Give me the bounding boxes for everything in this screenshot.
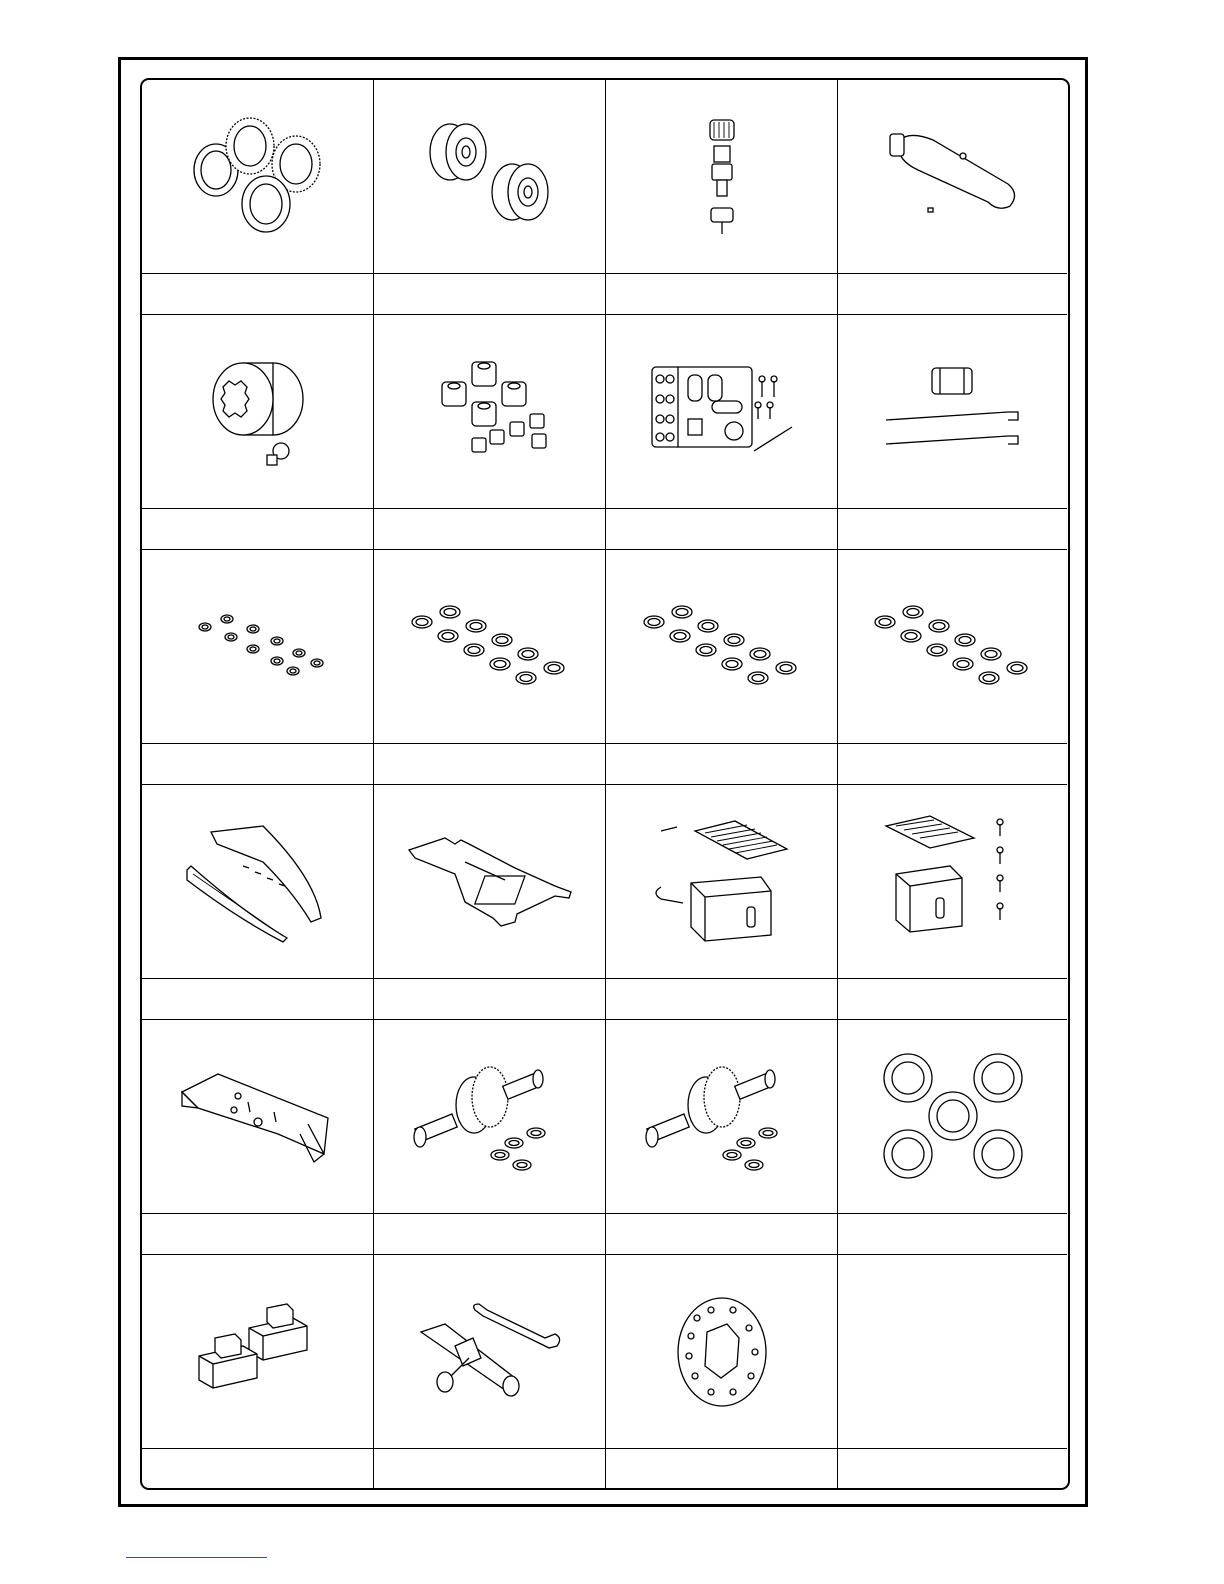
- side-guards-icon: [183, 822, 333, 942]
- part-label: [374, 508, 605, 549]
- part-cell-12: [838, 550, 1067, 785]
- part-cell-7: [606, 315, 838, 550]
- part-cell-3: [606, 80, 838, 315]
- differential-icon: [642, 1057, 802, 1177]
- part-label: [838, 508, 1067, 549]
- part-cell-2: [374, 80, 606, 315]
- part-cell-5: [142, 315, 374, 550]
- part-cell-24: [838, 1255, 1067, 1489]
- plastic-parts-tree-icon: [642, 357, 802, 467]
- part-label: [374, 978, 605, 1019]
- small-washers-icon: [193, 607, 323, 687]
- part-label: [606, 1213, 837, 1254]
- part-label: [606, 978, 837, 1019]
- footer-link-underline[interactable]: [126, 1557, 267, 1558]
- wrench-tools-icon: [415, 1302, 565, 1402]
- tires-and-inserts-icon: [178, 112, 338, 242]
- parts-grid: [142, 80, 1068, 1488]
- part-label: [374, 1213, 605, 1254]
- parts-table: [140, 78, 1070, 1490]
- part-cell-15: [606, 785, 838, 1020]
- part-cell-8: [838, 315, 1067, 550]
- part-cell-23: [606, 1255, 838, 1489]
- part-label: [374, 273, 605, 314]
- coupler-and-wires-icon: [878, 362, 1028, 462]
- part-label: [606, 508, 837, 549]
- part-cell-13: [142, 785, 374, 1020]
- washers-icon: [642, 602, 802, 692]
- needle-valve-icon: [692, 112, 752, 242]
- part-label: [838, 273, 1067, 314]
- part-label: [606, 1448, 837, 1489]
- part-cell-1: [142, 80, 374, 315]
- wheels-icon: [420, 112, 560, 242]
- shock-gaskets-icon: [878, 1052, 1028, 1182]
- part-cell-18: [374, 1020, 606, 1255]
- part-cell-6: [374, 315, 606, 550]
- part-label: [142, 978, 373, 1019]
- part-label: [838, 1448, 1067, 1489]
- receiver-box-with-screws-icon: [878, 812, 1028, 952]
- part-cell-20: [838, 1020, 1067, 1255]
- part-label: [142, 743, 373, 784]
- receiver-box-icon: [647, 817, 797, 947]
- part-cell-17: [142, 1020, 374, 1255]
- part-label: [374, 1448, 605, 1489]
- part-cell-9: [142, 550, 374, 785]
- rear-wing-icon: [178, 1062, 338, 1172]
- part-label: [838, 978, 1067, 1019]
- brake-disc-icon: [667, 1292, 777, 1412]
- part-cell-21: [142, 1255, 374, 1489]
- part-label: [142, 1213, 373, 1254]
- part-label: [374, 743, 605, 784]
- foam-blocks-icon: [193, 1302, 323, 1402]
- part-cell-4: [838, 80, 1067, 315]
- part-cell-22: [374, 1255, 606, 1489]
- part-label: [838, 743, 1067, 784]
- differential-icon: [410, 1057, 570, 1177]
- shock-pistons-icon: [420, 352, 560, 472]
- part-label: [142, 1448, 373, 1489]
- part-cell-14: [374, 785, 606, 1020]
- part-cell-11: [606, 550, 838, 785]
- part-label: [838, 1213, 1067, 1254]
- washers-icon: [873, 602, 1033, 692]
- part-label: [142, 273, 373, 314]
- part-cell-10: [374, 550, 606, 785]
- part-label: [606, 743, 837, 784]
- radio-plate-icon: [405, 832, 575, 932]
- clutch-bell-icon: [193, 347, 323, 477]
- part-cell-16: [838, 785, 1067, 1020]
- part-label: [142, 508, 373, 549]
- exhaust-pipe-icon: [878, 112, 1028, 242]
- washers-icon: [410, 602, 570, 692]
- part-label: [606, 273, 837, 314]
- part-cell-19: [606, 1020, 838, 1255]
